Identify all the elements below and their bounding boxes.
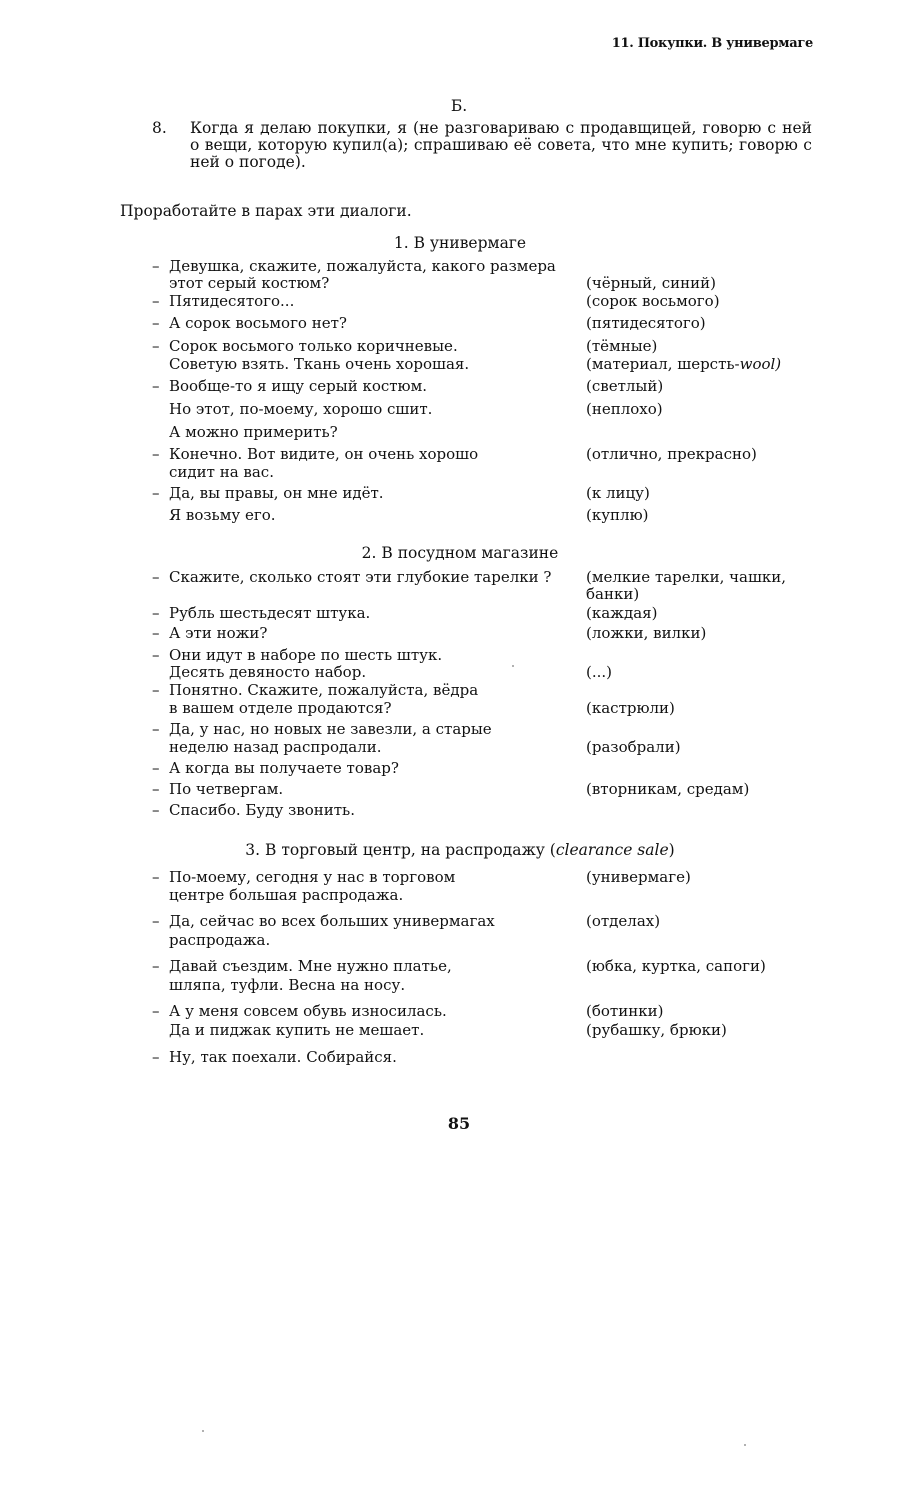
line-text: этот серый костюм? xyxy=(169,274,330,292)
dialog-alternative: (ботинки) xyxy=(586,1002,664,1020)
line-text: Ну, так поехали. Собирайся. xyxy=(169,1048,397,1066)
dialog-dash: – xyxy=(152,912,160,930)
dialog-line xyxy=(152,958,452,975)
line-text: Спасибо. Буду звонить. xyxy=(169,801,355,819)
dialog-line xyxy=(152,401,432,418)
scan-speck xyxy=(744,1444,746,1446)
dialog-line xyxy=(152,485,384,502)
dialog-alternative: (куплю) xyxy=(586,506,649,524)
line-text: Вообще-то я ищу серый костюм. xyxy=(169,377,428,395)
line-text: Десять девяносто набор. xyxy=(169,663,367,681)
dialog-line xyxy=(152,275,329,292)
dialog-dash: – xyxy=(152,377,160,395)
dialog-line xyxy=(152,569,551,586)
dialog-line xyxy=(152,682,478,699)
line-text: Они идут в наборе по шесть штук. xyxy=(169,646,443,664)
dialog-alternative: (каждая) xyxy=(586,604,658,622)
line-text: Да, сейчас во всех больших универмагах xyxy=(169,912,495,930)
exercise-item-8 xyxy=(152,120,812,171)
dialog-line xyxy=(152,664,366,681)
line-text: Конечно. Вот видите, он очень хорошо xyxy=(169,445,479,463)
line-text: А эти ножи? xyxy=(169,624,268,642)
dialog-line xyxy=(152,356,469,373)
dialog-dash: – xyxy=(152,337,160,355)
dialog-alternative: (рубашку, брюки) xyxy=(586,1021,727,1039)
dialog-line xyxy=(152,760,399,777)
line-text: Да, вы правы, он мне идёт. xyxy=(169,484,384,502)
dialog-dash: – xyxy=(152,759,160,777)
alt-text: (материал, шерсть- xyxy=(586,355,740,373)
dialog-line xyxy=(152,887,403,904)
dialog-dash: – xyxy=(152,720,160,738)
dialog-line xyxy=(152,1003,447,1020)
line-text: неделю назад распродали. xyxy=(169,738,382,756)
section-letter: Б. xyxy=(450,97,468,115)
dialog-line xyxy=(152,739,381,756)
dialog-line xyxy=(152,932,270,949)
dialog-alternative: (кастрюли) xyxy=(586,699,675,717)
dialog-alternative: банки) xyxy=(586,585,640,603)
item-text: Когда я делаю покупки, я (не разговариваю с продавщицей, говорю с ней о вещи, которую купил(а); спрашиваю её совета, что мне купить; говорю с ней о погоде). xyxy=(190,119,812,171)
line-text: Советую взять. Ткань очень хорошая. xyxy=(169,355,470,373)
line-text: А у меня совсем обувь износилась. xyxy=(169,1002,447,1020)
dialog-alternative: (вторникам, средам) xyxy=(586,780,750,798)
dialog-line xyxy=(152,1049,397,1066)
dialog-dash: – xyxy=(152,624,160,642)
dialog-dash: – xyxy=(152,957,160,975)
line-text: центре большая распродажа. xyxy=(169,886,404,904)
dialog-2-title: 2. В посудном магазине xyxy=(361,544,559,562)
dialog-dash: – xyxy=(152,1048,160,1066)
dialog-alternative: (сорок восьмого) xyxy=(586,292,720,310)
dialog-dash: – xyxy=(152,868,160,886)
dialog-3-title xyxy=(120,841,800,859)
dialog-line xyxy=(152,869,455,886)
dialog-line xyxy=(152,605,370,622)
dialog-dash: – xyxy=(152,604,160,622)
dialog-dash: – xyxy=(152,646,160,664)
title-end: ) xyxy=(668,841,675,859)
line-text: Рубль шестьдесят штука. xyxy=(169,604,371,622)
line-text: Давай съездим. Мне нужно платье, xyxy=(169,957,452,975)
dialog-alternative: (неплохо) xyxy=(586,400,663,418)
dialog-line xyxy=(152,721,492,738)
line-text: По четвергам. xyxy=(169,780,284,798)
scan-speck xyxy=(202,1430,204,1432)
line-text: в вашем отделе продаются? xyxy=(169,699,392,717)
dialog-alternative: (светлый) xyxy=(586,377,664,395)
dialog-dash: – xyxy=(152,484,160,502)
dialog-line xyxy=(152,977,405,994)
dialog-alternative: (чёрный, синий) xyxy=(586,274,716,292)
running-header: 11. Покупки. В универмаге xyxy=(611,36,813,51)
dialog-alternative: (юбка, куртка, сапоги) xyxy=(586,957,766,975)
dialog-line xyxy=(152,507,276,524)
dialog-line xyxy=(152,781,283,798)
dialog-alternative: (универмаге) xyxy=(586,868,691,886)
line-text: Скажите, сколько стоят эти глубокие тарелки ? xyxy=(169,568,552,586)
dialog-dash: – xyxy=(152,801,160,819)
dialog-line xyxy=(152,293,294,310)
dialog-line xyxy=(152,378,427,395)
dialog-line xyxy=(152,338,458,355)
line-text: Пятидесятого... xyxy=(169,292,295,310)
dialog-alternative: (ложки, вилки) xyxy=(586,624,707,642)
dialog-line xyxy=(152,258,556,275)
title-text: 3. В торговый центр, на распродажу ( xyxy=(245,841,556,859)
dialog-alternative: (мелкие тарелки, чашки, xyxy=(586,568,787,586)
line-text: Понятно. Скажите, пожалуйста, вёдра xyxy=(169,681,479,699)
dialog-dash: – xyxy=(152,314,160,332)
line-text: А можно примерить? xyxy=(169,423,338,441)
dialog-1-title: 1. В универмаге xyxy=(393,234,527,252)
line-text: Сорок восьмого только коричневые. xyxy=(169,337,458,355)
dialog-alternative: (отделах) xyxy=(586,912,661,930)
instruction-text: Проработайте в парах эти диалоги. xyxy=(120,202,412,220)
dialog-alternative: (отлично, прекрасно) xyxy=(586,445,757,463)
dialog-line xyxy=(152,913,495,930)
item-number: 8. xyxy=(152,119,167,137)
dialog-line xyxy=(152,1022,424,1039)
line-text: Да и пиджак купить не мешает. xyxy=(169,1021,425,1039)
dialog-line xyxy=(152,647,442,664)
dialog-dash: – xyxy=(152,681,160,699)
dialog-dash: – xyxy=(152,257,160,275)
dialog-line xyxy=(152,424,338,441)
dialog-dash: – xyxy=(152,1002,160,1020)
dialog-line xyxy=(152,446,478,463)
dialog-alternative: (разобрали) xyxy=(586,738,681,756)
scan-speck xyxy=(512,665,514,667)
dialog-line xyxy=(152,625,267,642)
title-italic: clearance sale xyxy=(555,841,669,859)
dialog-line xyxy=(152,802,355,819)
dialog-alternative: (к лицу) xyxy=(586,484,650,502)
dialog-dash: – xyxy=(152,568,160,586)
line-text: Девушка, скажите, пожалуйста, какого размера xyxy=(169,257,556,275)
dialog-dash: – xyxy=(152,445,160,463)
line-text: А сорок восьмого нет? xyxy=(169,314,347,332)
line-text: распродажа. xyxy=(169,931,271,949)
dialog-line xyxy=(152,315,347,332)
dialog-line xyxy=(152,700,392,717)
dialog-alternative: (тёмные) xyxy=(586,337,658,355)
dialog-dash: – xyxy=(152,292,160,310)
line-text: шляпа, туфли. Весна на носу. xyxy=(169,976,406,994)
dialog-alternative: (...) xyxy=(586,663,613,681)
page-number: 85 xyxy=(447,1114,471,1133)
line-text: По-моему, сегодня у нас в торговом xyxy=(169,868,456,886)
dialog-alternative: (пятидесятого) xyxy=(586,314,706,332)
line-text: Да, у нас, но новых не завезли, а старые xyxy=(169,720,492,738)
dialog-dash: – xyxy=(152,780,160,798)
line-text: Но этот, по-моему, хорошо сшит. xyxy=(169,400,433,418)
dialog-alternative xyxy=(586,356,781,373)
line-text: сидит на вас. xyxy=(169,463,274,481)
dialog-line xyxy=(152,464,274,481)
line-text: А когда вы получаете товар? xyxy=(169,759,399,777)
alt-text-italic: wool) xyxy=(739,355,782,373)
line-text: Я возьму его. xyxy=(169,506,276,524)
